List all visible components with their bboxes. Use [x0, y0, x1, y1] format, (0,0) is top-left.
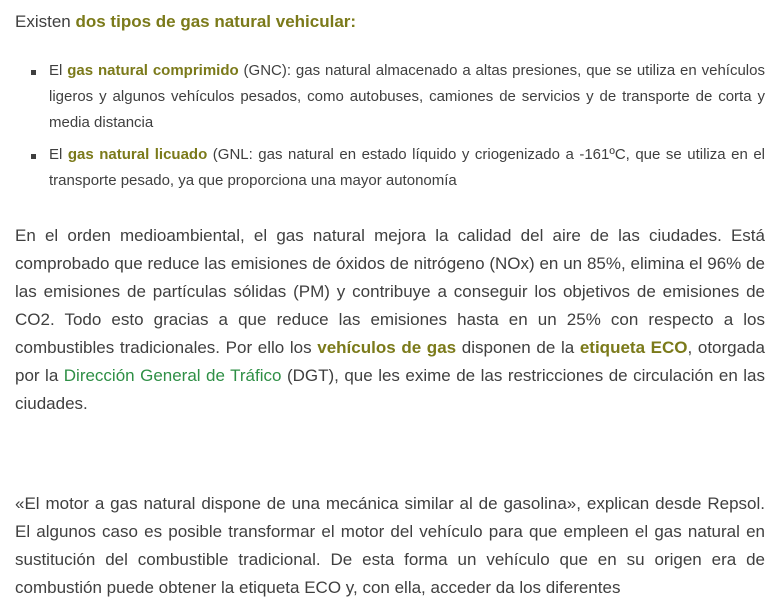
paragraph-text: , otorgada por la: [15, 338, 765, 385]
bullet-icon: [31, 70, 36, 75]
list-item-highlight: gas natural licuado: [67, 146, 208, 163]
list-item-text: (GNL: gas natural en estado líquido y criogenizado a -161ºC, que se utiliza en el transporte pesado, ya que proporciona una mayor autonomía: [49, 146, 765, 189]
paragraph-environment: [15, 222, 765, 418]
dgt-link[interactable]: Dirección General de Tráfico: [63, 366, 282, 385]
list-item-text: (GNC): gas natural almacenado a altas presiones, que se utiliza en vehículos ligeros y algunos vehículos pesados, como autobuses, camiones de servicios y de transporte de corta y media distancia: [49, 62, 765, 131]
paragraph-text: En el orden medioambiental, el gas natural mejora la calidad del aire de las ciudades. Está comprobado que reduce las emisiones de óxidos de nitrógeno (NOx) en un 85%, elimina el 96% de las emisiones de partículas sólidas (PM) y contribuye a conseguir los objetivos de emisiones de CO2. Todo esto gracias a que reduce las emisiones hasta en un 25% con respecto a los combustibles tradicionales. Por ello los: [15, 226, 765, 357]
paragraph-text: disponen de la: [456, 338, 580, 357]
eco-label-highlight: etiqueta ECO: [579, 338, 688, 357]
intro-text: Existen: [15, 12, 76, 31]
intro-line: [15, 10, 356, 34]
paragraph-text: (DGT), que les exime de las restricciones de circulación en las ciudades.: [15, 366, 766, 413]
intro-highlight: dos tipos de gas natural vehicular:: [75, 12, 357, 31]
paragraph-repsol-quote: «El motor a gas natural dispone de una mecánica similar al de gasolina», explican desde Repsol. El algunos caso es posible transformar el motor del vehículo para que empleen el gas natural en sustitución del combustible tradicional. De esta forma un vehículo que en su origen era de combustión puede obtener la etiqueta ECO y, con ella, acceder da los diferentes: [15, 494, 765, 597]
gas-vehicles-highlight: vehículos de gas: [317, 338, 457, 357]
list-item-prefix: El: [49, 62, 68, 79]
list-item-gnl: [15, 142, 765, 194]
list-item-gnc: [15, 58, 765, 136]
bullet-icon: [31, 154, 36, 159]
list-item-highlight: gas natural comprimido: [67, 62, 239, 79]
gas-types-list: [15, 58, 765, 200]
list-item-prefix: El: [49, 146, 68, 163]
